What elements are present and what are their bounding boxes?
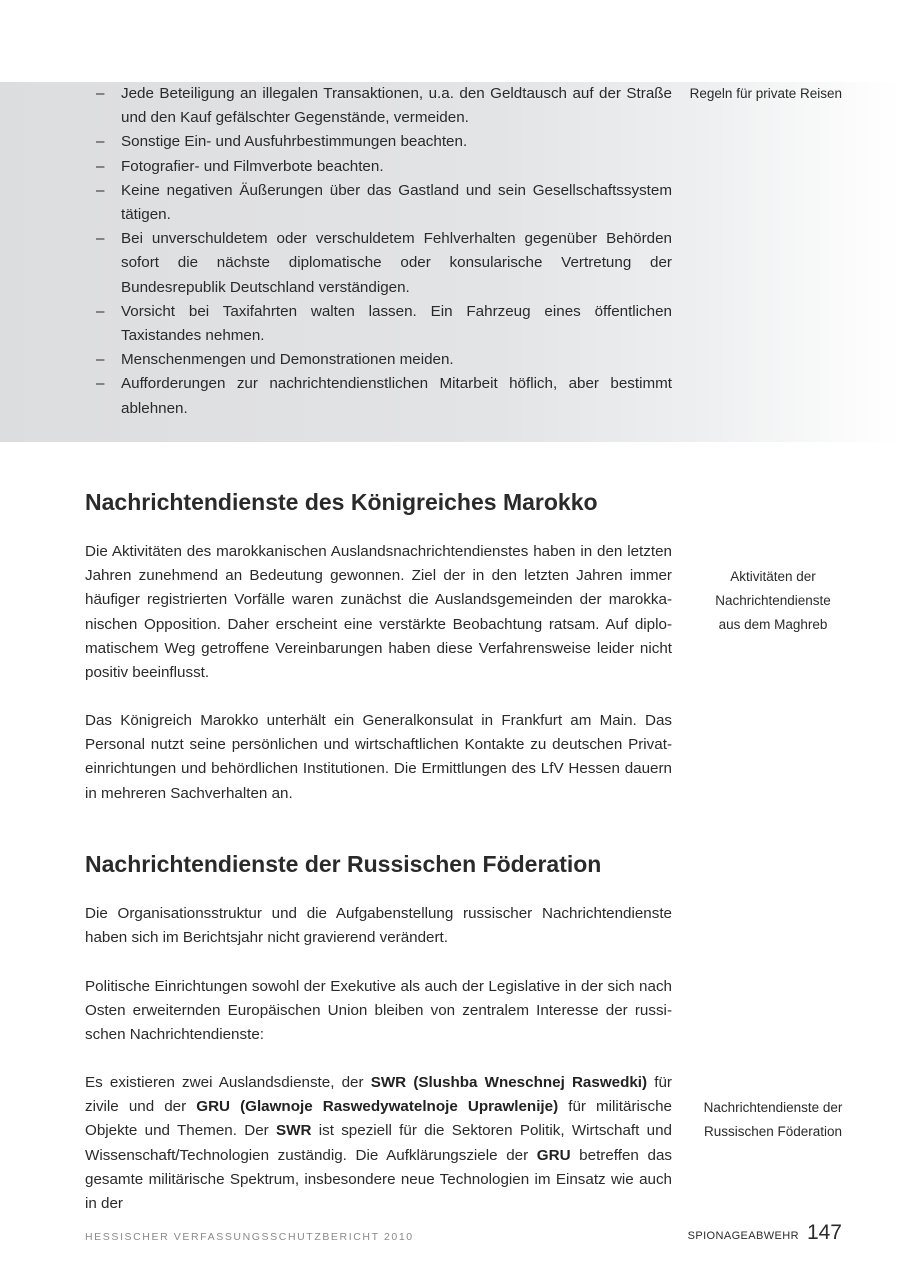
bullet-marker: – — [96, 375, 105, 393]
margin-note-line: Aktivitäten der — [730, 569, 816, 584]
list-item — [85, 130, 672, 154]
term-swr: SWR — [276, 1122, 312, 1140]
bullet-marker: – — [96, 133, 105, 151]
margin-note-maghreb — [683, 565, 863, 637]
footer-publication: HESSISCHER VERFASSUNGSSCHUTZBERICHT 2010 — [85, 1231, 414, 1243]
page-number: 147 — [806, 1221, 842, 1244]
margin-note-line: Nachrichtendienste — [715, 593, 831, 608]
bullet-marker: – — [96, 157, 105, 175]
list-item — [85, 82, 672, 130]
text-run: für militärische Objekte und Themen. Der — [85, 1098, 672, 1140]
text-run: Es existieren zwei Auslandsdienste, der — [85, 1074, 371, 1091]
travel-rules-list — [85, 82, 672, 421]
margin-note-line: Nachrichtendienste der — [703, 1100, 843, 1115]
bullet-marker: – — [96, 230, 105, 248]
margin-note-russland — [683, 1096, 863, 1144]
footer-page-info — [688, 1221, 842, 1245]
list-item-text: Bei unverschuldetem oder verschuldetem Fehlverhalten gegenüber Behörden sofort die nächste diplomatische oder konsularische Vertretung der Bundesrepublik Deutschland verständigen. — [121, 230, 672, 296]
list-item-text: Vorsicht bei Taxifahrten walten lassen. Ein Fahrzeug eines öffentlichen Taxistandes nehmen. — [121, 302, 672, 345]
bullet-marker: – — [96, 85, 105, 102]
list-item-text: Aufforderungen zur nachrichtendienstlichen Mitarbeit höflich, aber bestimmt ablehnen. — [121, 375, 672, 417]
list-item-text: Menschenmengen und Demonstrationen meiden. — [121, 351, 454, 369]
text-run: für zivile und der — [85, 1074, 672, 1116]
term-swr-full: SWR (Slushba Wneschnej Raswedki) — [370, 1074, 648, 1091]
margin-note-travel-rules: Regeln für private Reisen — [689, 86, 842, 101]
term-gru-full: GRU (Glawnoje Raswedywatelnoje Uprawlenije) — [196, 1098, 559, 1116]
paragraph-marokko-2: Das Königreich Marokko unterhält ein Generalkonsulat in Frankfurt am Main. Das Personal nutzt seine persönlichen und wirtschaftlichen Kontakte zu deutschen Privateinrichtungen und behördlichen Institutionen. Die Ermittlungen des LfV Hessen dauern in mehreren Sachverhalten an. — [85, 712, 672, 802]
list-item-text: Sonstige Ein- und Ausfuhrbestimmungen beachten. — [121, 133, 468, 151]
paragraph-russland-2: Politische Einrichtungen sowohl der Exekutive als auch der Legislative in der sich nach Osten erweiternden Europäischen Union bleiben von zentralem Interesse der russischen Nachrichtendienste: — [85, 978, 672, 1044]
bullet-marker: – — [96, 181, 105, 199]
list-item-text: Keine negativen Äußerungen über das Gastland und sein Gesellschaftssystem tätigen. — [121, 181, 672, 224]
list-item — [85, 300, 672, 348]
paragraph-russland-1: Die Organisationsstruktur und die Aufgabenstellung russischer Nachrichtendienste haben sich im Berichtsjahr nicht gravierend verändert. — [85, 905, 672, 947]
list-item — [85, 348, 672, 372]
paragraph-marokko-1: Die Aktivitäten des marokkanischen Auslandsnachrichtendienstes haben in den letzten Jahren zunehmend an Bedeutung gewonnen. Ziel der in den letzten Jahren immer häufiger registrierten Vorfälle waren zunächst die Auslandsgemeinden der marokkanischen Opposition. Daher erscheint eine verstärkte Beobachtung ratsam. Auf diplomatischem Weg getroffene Vereinbarungen haben diese Verfahrensweise leider nicht positiv beeinflusst. — [85, 543, 672, 682]
list-item-text: Jede Beteiligung an illegalen Transaktionen, u.a. den Geldtausch auf der Straße und den Kauf gefälschter Gegenstände, vermeiden. — [121, 85, 672, 127]
paragraph-russland-3 — [85, 1071, 672, 1216]
list-item — [85, 372, 672, 420]
margin-note-line: aus dem Maghreb — [718, 617, 828, 632]
term-gru: GRU — [536, 1146, 571, 1164]
text-run: betreffen das gesamte militärische Spektrum, insbesondere neue Technologien im Einsatz wie auch in der — [85, 1146, 672, 1213]
heading-russland: Nachrichtendienste der Russischen Föderation — [85, 851, 602, 877]
text-run: ist speziell für die Sektoren Politik, Wirtschaft und Wissenschaft/Technologien zuständig. Die Aufklärungsziele der — [85, 1122, 672, 1164]
footer-section: SPIONAGEABWEHR — [687, 1230, 799, 1242]
list-item-text: Fotografier- und Filmverbote beachten. — [121, 157, 384, 175]
bullet-marker: – — [96, 351, 105, 369]
margin-note-line: Russischen Föderation — [703, 1124, 843, 1139]
heading-marokko: Nachrichtendienste des Königreiches Marokko — [85, 489, 598, 515]
list-item — [85, 155, 672, 179]
list-item — [85, 227, 672, 300]
bullet-marker: – — [96, 302, 105, 320]
list-item — [85, 179, 672, 227]
